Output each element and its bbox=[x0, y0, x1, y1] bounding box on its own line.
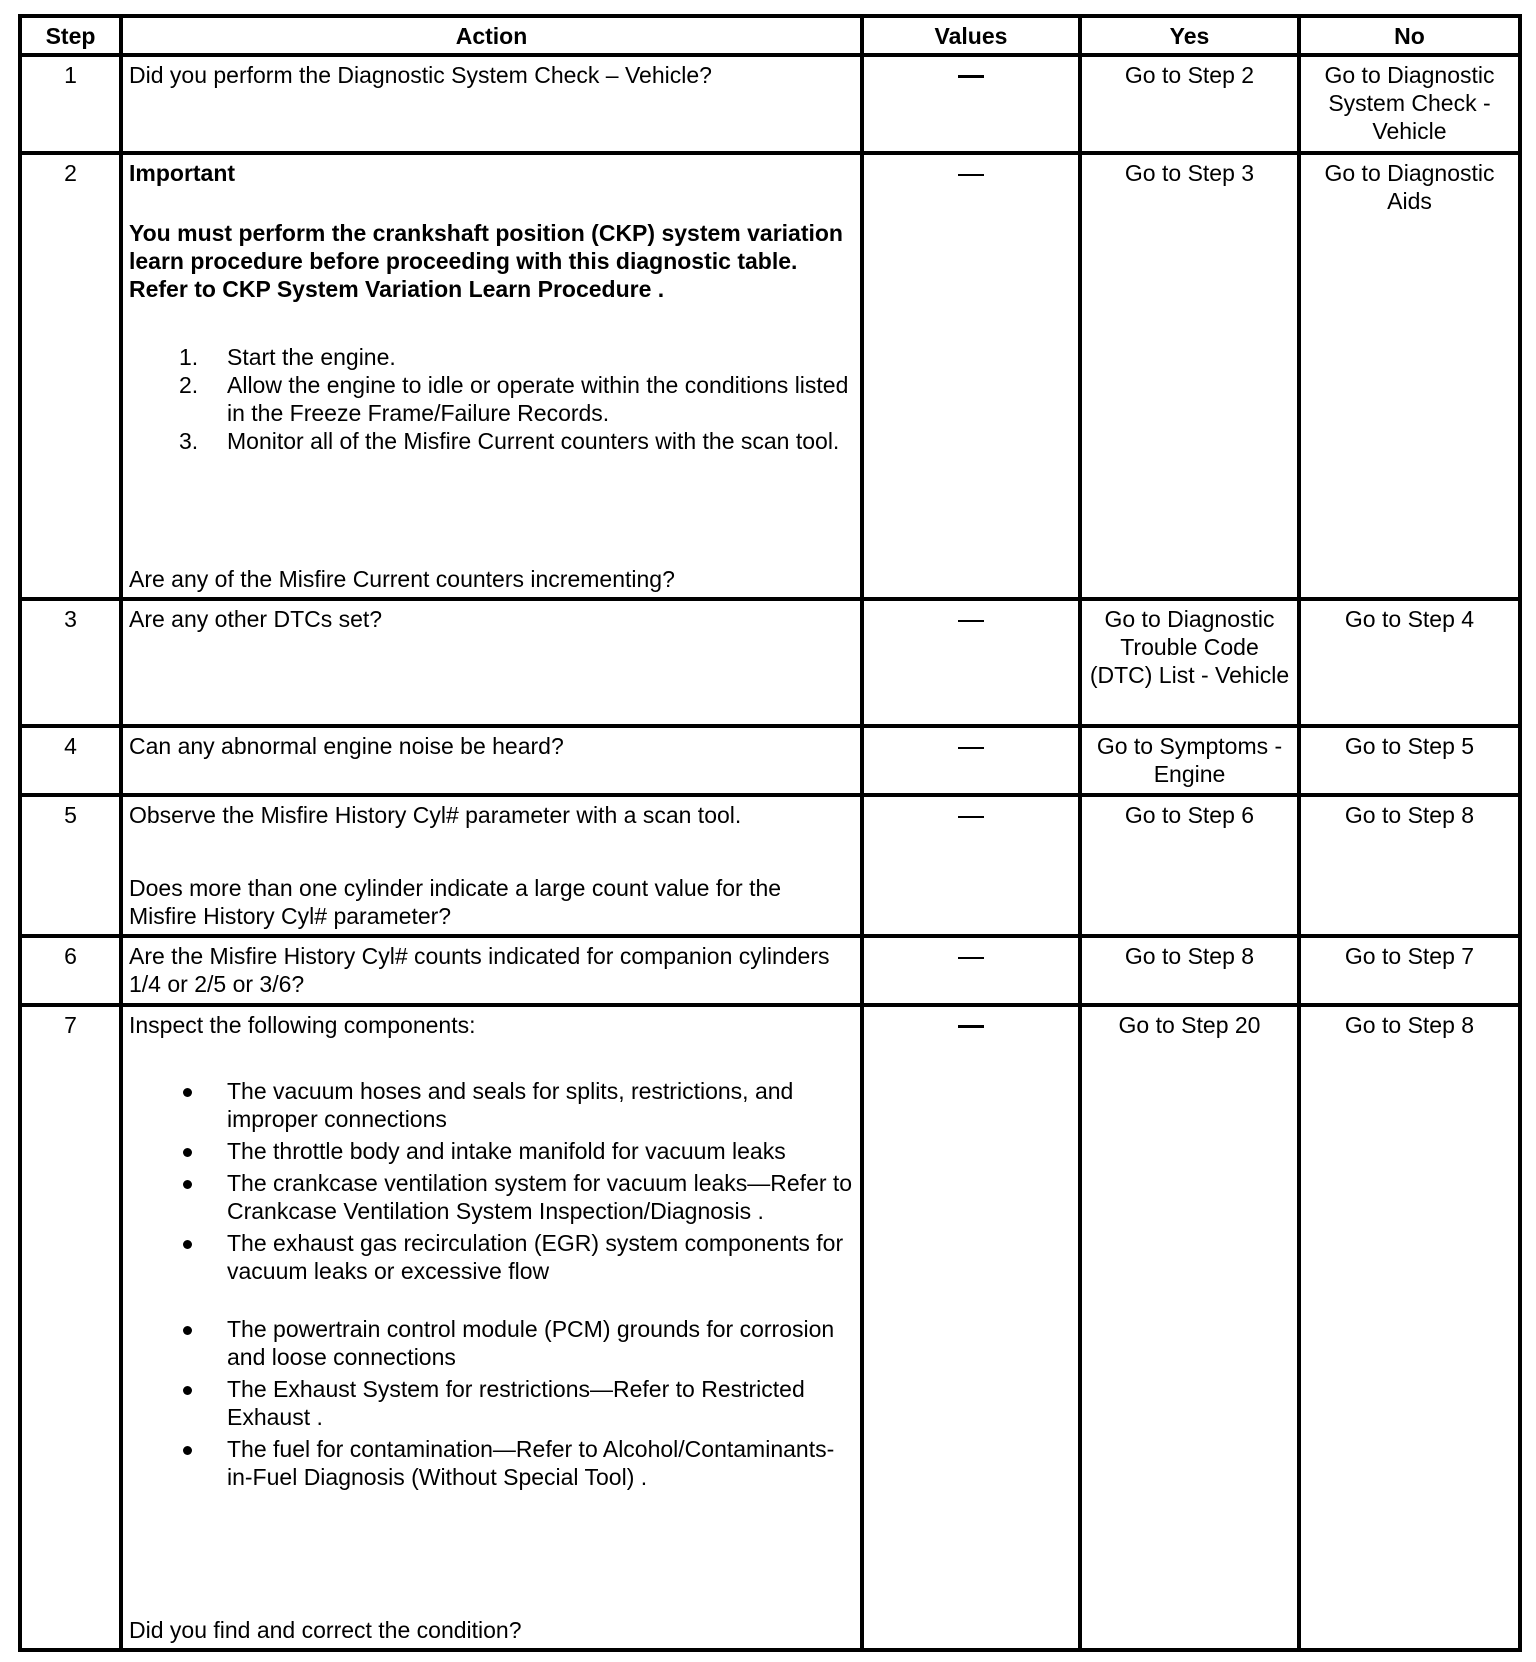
procedure-list bbox=[129, 343, 854, 455]
instruction-text: Inspect the following components: bbox=[129, 1012, 476, 1038]
step-number: 7 bbox=[20, 1005, 121, 1650]
header-step: Step bbox=[20, 16, 121, 55]
diagnostic-table bbox=[18, 14, 1522, 1652]
value-dash bbox=[958, 174, 984, 176]
action-cell bbox=[121, 795, 862, 936]
value-dash bbox=[958, 620, 984, 622]
table-row-step-4 bbox=[20, 726, 1520, 795]
bullet-icon bbox=[183, 1326, 192, 1335]
value-cell bbox=[862, 726, 1080, 795]
list-item: 3. Monitor all of the Misfire Current counters with the scan tool. bbox=[179, 428, 840, 454]
value-cell bbox=[862, 936, 1080, 1005]
value-dash bbox=[958, 957, 984, 959]
header-values: Values bbox=[862, 16, 1080, 55]
bullet-icon bbox=[183, 1386, 192, 1395]
no-cell: Go to Diagnostic Aids bbox=[1299, 153, 1520, 599]
action-cell bbox=[121, 1005, 862, 1650]
list-item: 2. Allow the engine to idle or operate within the conditions listed in the Freeze Frame/Failure Records. bbox=[179, 372, 849, 426]
yes-cell: Go to Symptoms - Engine bbox=[1080, 726, 1299, 795]
header-yes: Yes bbox=[1080, 16, 1299, 55]
yes-cell: Go to Step 3 bbox=[1080, 153, 1299, 599]
list-item: The powertrain control module (PCM) grounds for corrosion and loose connections bbox=[179, 1315, 854, 1371]
step-number: 5 bbox=[20, 795, 121, 936]
question-text: Are any other DTCs set? bbox=[129, 606, 383, 632]
no-cell: Go to Step 7 bbox=[1299, 936, 1520, 1005]
step-number: 4 bbox=[20, 726, 121, 795]
action-cell bbox=[121, 726, 862, 795]
step-number: 2 bbox=[20, 153, 121, 599]
bullet-icon bbox=[183, 1180, 192, 1189]
table-row-step-1 bbox=[20, 55, 1520, 153]
action-cell bbox=[121, 936, 862, 1005]
list-item: The crankcase ventilation system for vacuum leaks—Refer to Crankcase Ventilation System Inspection/Diagnosis . bbox=[179, 1169, 854, 1225]
table-header-row bbox=[20, 16, 1520, 55]
no-cell: Go to Diagnostic System Check - Vehicle bbox=[1299, 55, 1520, 153]
table-row-step-5 bbox=[20, 795, 1520, 936]
value-cell bbox=[862, 55, 1080, 153]
bullet-icon bbox=[183, 1088, 192, 1097]
component-list bbox=[129, 1077, 854, 1495]
question-text: Can any abnormal engine noise be heard? bbox=[129, 733, 564, 759]
value-dash bbox=[958, 1025, 984, 1028]
question-text: Does more than one cylinder indicate a large count value for the Misfire History Cyl# parameter? bbox=[129, 875, 782, 929]
action-cell bbox=[121, 153, 862, 599]
no-cell: Go to Step 8 bbox=[1299, 1005, 1520, 1650]
value-cell bbox=[862, 795, 1080, 936]
list-item: 1. Start the engine. bbox=[179, 344, 396, 370]
table-row-step-2 bbox=[20, 153, 1520, 599]
header-no: No bbox=[1299, 16, 1520, 55]
question-text: Are any of the Misfire Current counters incrementing? bbox=[129, 566, 675, 592]
yes-cell: Go to Diagnostic Trouble Code (DTC) List - Vehicle bbox=[1080, 599, 1299, 726]
table-row-step-7 bbox=[20, 1005, 1520, 1650]
value-cell bbox=[862, 599, 1080, 726]
step-number: 1 bbox=[20, 55, 121, 153]
question-text: Did you perform the Diagnostic System Check – Vehicle? bbox=[129, 62, 712, 88]
table-row-step-3 bbox=[20, 599, 1520, 726]
important-text: You must perform the crankshaft position (CKP) system variation learn procedure before proceeding with this diagnostic table. Refer to CKP System Variation Learn Procedure . bbox=[129, 220, 843, 302]
bullet-icon bbox=[183, 1148, 192, 1157]
list-item: The vacuum hoses and seals for splits, restrictions, and improper connections bbox=[179, 1077, 854, 1133]
step-number: 3 bbox=[20, 599, 121, 726]
action-cell bbox=[121, 599, 862, 726]
no-cell: Go to Step 5 bbox=[1299, 726, 1520, 795]
list-item: The exhaust gas recirculation (EGR) system components for vacuum leaks or excessive flow bbox=[179, 1229, 854, 1285]
instruction-text: Observe the Misfire History Cyl# parameter with a scan tool. bbox=[129, 802, 742, 828]
important-title: Important bbox=[129, 160, 236, 186]
list-item: The fuel for contamination—Refer to Alcohol/Contaminants-in-Fuel Diagnosis (Without Special Tool) . bbox=[179, 1435, 854, 1491]
action-cell bbox=[121, 55, 862, 153]
value-dash bbox=[958, 75, 984, 78]
value-cell bbox=[862, 153, 1080, 599]
yes-cell: Go to Step 20 bbox=[1080, 1005, 1299, 1650]
header-action: Action bbox=[121, 16, 862, 55]
bullet-icon bbox=[183, 1240, 192, 1249]
yes-cell: Go to Step 2 bbox=[1080, 55, 1299, 153]
step-number: 6 bbox=[20, 936, 121, 1005]
yes-cell: Go to Step 6 bbox=[1080, 795, 1299, 936]
yes-cell: Go to Step 8 bbox=[1080, 936, 1299, 1005]
no-cell: Go to Step 4 bbox=[1299, 599, 1520, 726]
list-item: The throttle body and intake manifold for vacuum leaks bbox=[179, 1137, 854, 1165]
value-dash bbox=[958, 747, 984, 749]
no-cell: Go to Step 8 bbox=[1299, 795, 1520, 936]
table-row-step-6 bbox=[20, 936, 1520, 1005]
value-dash bbox=[958, 816, 984, 818]
question-text: Did you find and correct the condition? bbox=[129, 1617, 522, 1643]
diagnostic-page bbox=[18, 14, 1518, 1652]
bullet-icon bbox=[183, 1446, 192, 1455]
value-cell bbox=[862, 1005, 1080, 1650]
list-item: The Exhaust System for restrictions—Refer to Restricted Exhaust . bbox=[179, 1375, 854, 1431]
question-text: Are the Misfire History Cyl# counts indicated for companion cylinders 1/4 or 2/5 or 3/6? bbox=[129, 943, 830, 997]
